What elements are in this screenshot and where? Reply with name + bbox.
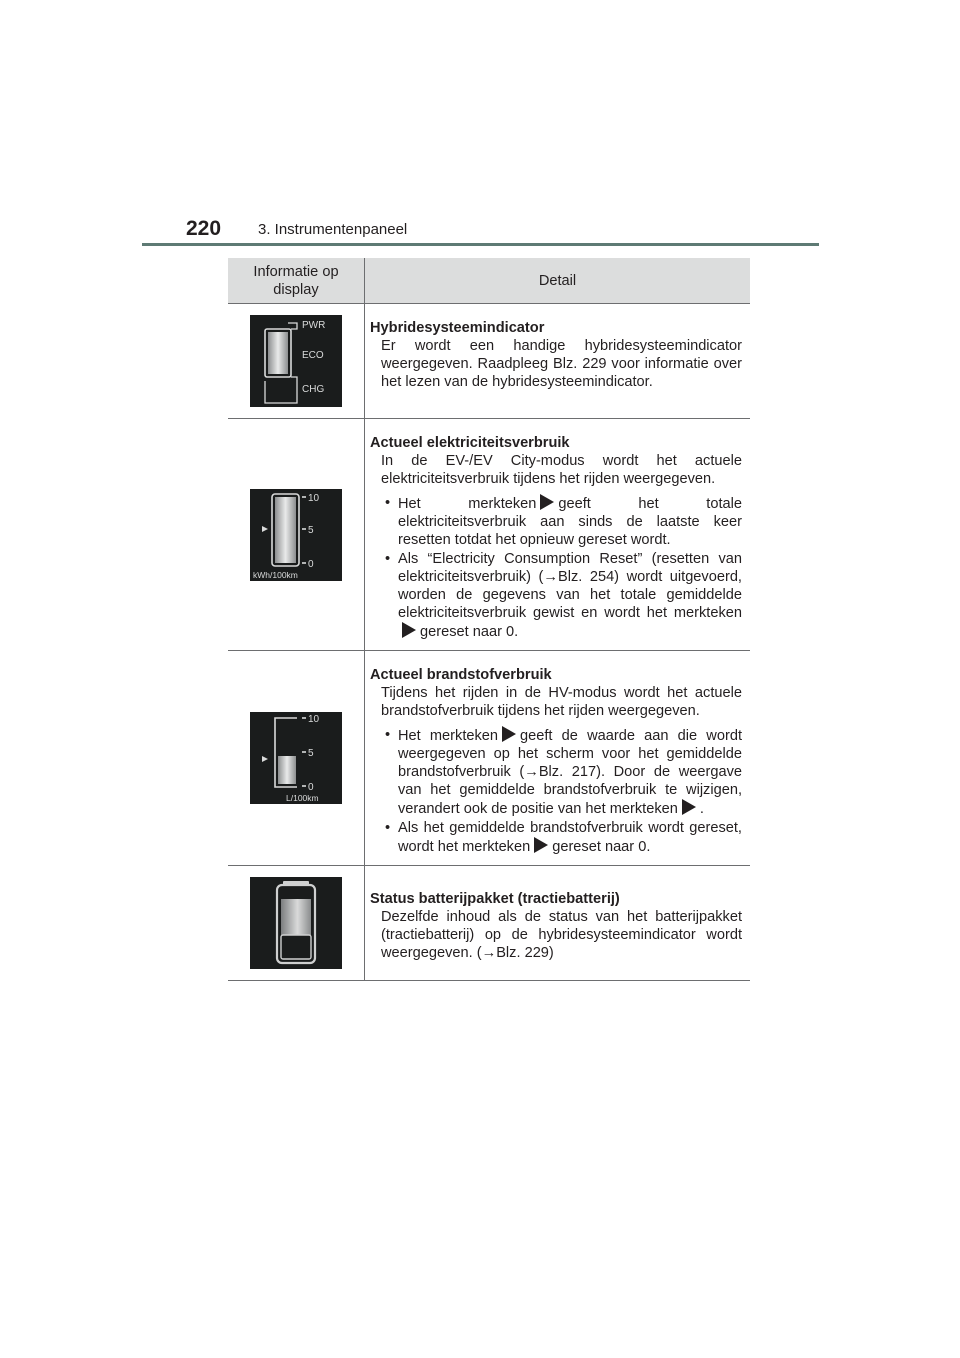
item-title: Actueel elektriciteitsverbruik [370,435,570,451]
tick-label-mid: 5 [308,524,314,536]
column-header-info: Informatie op display [228,258,365,304]
item-description: Tijdens het rijden in de HV-modus wordt het actuele brandstofverbruik tijdens het rijden weergegeven. [381,685,742,719]
unit-label: L/100km [286,793,319,803]
chg-label: CHG [302,384,325,395]
marker-arrow-icon [402,622,416,638]
tick-label-max: 10 [308,492,320,504]
bullet-text: geeft de waarde aan die wordt weergegeven op het scherm voor het gemiddelde brandstofverbruik (→Blz. 217). Door de weergave van het gemiddelde brandstofverbruik te wijzigen, verandert ook de positie van het merkteken [398,728,742,817]
item-description: Dezelfde inhoud als de status van het batterijpakket (tractiebatterij) op de hybridesysteemindicator wordt weergegeven. (→Blz. 229) [381,909,742,961]
table-row [228,304,750,419]
marker-arrow-icon [682,799,696,815]
item-title: Actueel brandstofverbruik [370,667,552,683]
tick-label-max: 10 [308,714,320,725]
tick-label-min: 0 [308,558,314,570]
hybrid-system-indicator-icon [250,315,342,407]
marker-arrow-icon [262,756,268,762]
bullet-text: Als het gemiddelde brandstofverbruik wordt gereset, wordt het merkteken [398,820,742,855]
table-header-row [228,258,750,304]
tick-label-mid: 5 [308,748,314,759]
marker-arrow-icon [502,726,516,742]
electricity-consumption-gauge-icon [250,489,342,581]
tick-label-min: 0 [308,782,314,793]
pwr-label: PWR [302,320,326,331]
column-header-detail: Detail [365,258,751,304]
list-item [398,726,742,818]
info-table [228,258,750,981]
bullet-text: Als “Electricity Consumption Reset” (resetten van elektriciteitsverbruik) (→Blz. 254) wordt uitgevoerd, worden de gegevens van het totale gemiddelde elektriciteitsverbruik gewist en wordt het merkteken [398,551,742,621]
bullet-text: . [699,801,704,817]
item-description: Er wordt een handige hybridesysteemindicator weergegeven. Raadpleeg Blz. 229 voor informatie over het lezen van de hybridesysteemindicator. [381,338,742,390]
bullet-text: gereset naar 0. [420,624,519,640]
bullet-text: Het merkteken [398,496,537,512]
page-number: 220 [186,217,222,240]
section-title: 3. Instrumentenpaneel [258,221,408,238]
item-description: In de EV-/EV City-modus wordt het actuele elektriciteitsverbruik tijdens het rijden weergegeven. [381,453,742,487]
bullet-list [370,494,742,641]
item-title: Hybridesysteemindicator [370,320,545,336]
table-row [228,866,750,981]
bullet-text: Het merkteken [398,728,499,744]
fuel-consumption-gauge-icon [250,712,342,804]
list-item [398,819,742,856]
header-rule [142,243,819,246]
table-row [228,651,750,866]
item-title: Status batterijpakket (tractiebatterij) [370,891,620,907]
bullet-list [370,726,742,856]
table-row [228,419,750,651]
bullet-text: gereset naar 0. [552,839,651,855]
traction-battery-status-icon [250,877,342,969]
marker-arrow-icon [540,494,554,510]
marker-arrow-icon [534,837,548,853]
eco-label: ECO [302,350,324,361]
bullet-text: geeft het totale elektriciteitsverbruik aan sinds de laatste keer resetten totdat het opnieuw gereset wordt. [398,496,742,548]
unit-label: kWh/100km [253,569,298,580]
list-item [398,550,742,641]
list-item [398,494,742,549]
marker-arrow-icon [262,526,268,532]
